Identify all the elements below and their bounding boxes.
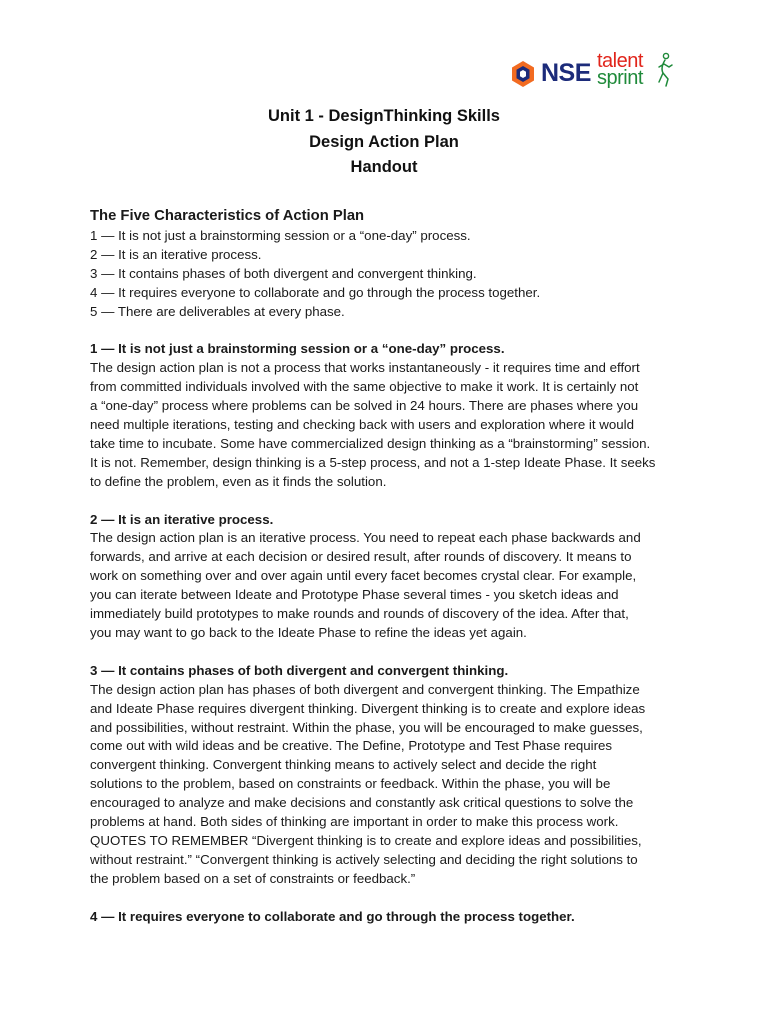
paragraph-line: QUOTES TO REMEMBER “Divergent thinking is to create and explore ideas and possibilities, (90, 832, 642, 848)
nse-logo-icon (509, 60, 537, 88)
paragraph-line: The design action plan is not a process that works instantaneously - it requires time and effort (90, 360, 640, 376)
paragraph-line: problems at hand. Both sides of thinking are important in order to make this process work. (90, 814, 619, 830)
logo-brand-text: NSE (541, 59, 591, 87)
document-body (90, 205, 680, 926)
section-3-title: 3 — It contains phases of both divergent and convergent thinking. (90, 662, 509, 678)
runner-icon (652, 52, 674, 88)
characteristic-item: 1 — It is not just a brainstorming session or a “one-day” process. (90, 228, 471, 243)
characteristic-item: 4 — It requires everyone to collaborate and go through the process together. (90, 284, 541, 300)
paragraph-line: the problem based on a set of constraints or feedback.” (90, 870, 416, 886)
nse-talentsprint-logo (509, 50, 674, 96)
paragraph-line: solutions to the problem, based on constraints or feedback. Within the phase, you will be (90, 776, 611, 792)
paragraph-line: and possibilities, without restraint. Within the phase, you will be encouraged to make guesses, (90, 719, 643, 735)
paragraph-line: convergent thinking. Convergent thinking means to actively select and decide the right (90, 757, 597, 773)
paragraph-line: encouraged to analyze and make decisions and constantly ask critical questions to solve the (90, 795, 634, 811)
characteristic-item: 5 — There are deliverables at every phase. (90, 303, 345, 319)
paragraph-line: a “one-day” process where problems can be solved in 24 hours. There are phases where you (90, 398, 639, 414)
characteristic-item: 2 — It is an iterative process. (90, 246, 262, 262)
paragraph-line: come out with wild ideas and be creative. The Define, Prototype and Test Phase requires (90, 738, 613, 754)
section-2-title: 2 — It is an iterative process. (90, 511, 274, 527)
paragraph-line: without restraint.” “Convergent thinking is actively selecting and deciding the right solutions to (90, 851, 638, 867)
paragraph-line: It is not. Remember, design thinking is a 5-step process, and not a 1-step Ideate Phase. It seeks (90, 454, 656, 470)
paragraph-line: need multiple iterations, testing and checking back with users and exploration where it would (90, 417, 635, 433)
paragraph-line: you can iterate between Ideate and Prototype Phase several times - you sketch ideas and (90, 587, 619, 603)
logo-sprint-text: sprint (597, 67, 643, 89)
paragraph-line: and Ideate Phase requires divergent thinking. Divergent thinking is to create and explore ideas (90, 700, 646, 716)
section-1-title: 1 — It is not just a brainstorming session or a “one-day” process. (90, 341, 505, 357)
spacer (90, 492, 680, 511)
paragraph-line: take time to incubate. Some have commercialized design thinking as a “brainstorming” session. (90, 435, 651, 451)
logo-talent-text: talent (597, 50, 643, 72)
section-4-title: 4 — It requires everyone to collaborate and go through the process together. (90, 908, 575, 924)
title-unit: Unit 1 - DesignThinking Skills (268, 107, 500, 125)
paragraph-line: The design action plan has phases of both divergent and convergent thinking. The Empathize (90, 681, 640, 697)
paragraph-line: you may want to go back to the Ideate Phase to refine the ideas yet again. (90, 625, 527, 640)
spacer (90, 889, 680, 908)
document-title-block (0, 104, 768, 181)
paragraph-line: work on something over and over again until every facet becomes crystal clear. For example, (90, 568, 637, 584)
characteristic-item: 3 — It contains phases of both divergent and convergent thinking. (90, 265, 477, 281)
paragraph-line: immediately build prototypes to make rounds and rounds of discovery of the idea. After that, (90, 606, 629, 622)
characteristics-heading: The Five Characteristics of Action Plan (90, 208, 365, 224)
paragraph-line: forwards, and arrive at each decision or desired result, after rounds of discovery. It means to (90, 549, 632, 565)
title-plan: Design Action Plan (309, 132, 459, 151)
paragraph-line: to define the problem, even as it finds the solution. (90, 473, 387, 489)
spacer (90, 322, 680, 341)
paragraph-line: The design action plan is an iterative process. You need to repeat each phase backwards and (90, 530, 641, 546)
spacer (90, 643, 680, 662)
paragraph-line: from committed individuals involved with the same objective to make it work. It is certainly not (90, 379, 639, 395)
title-handout: Handout (350, 158, 418, 176)
